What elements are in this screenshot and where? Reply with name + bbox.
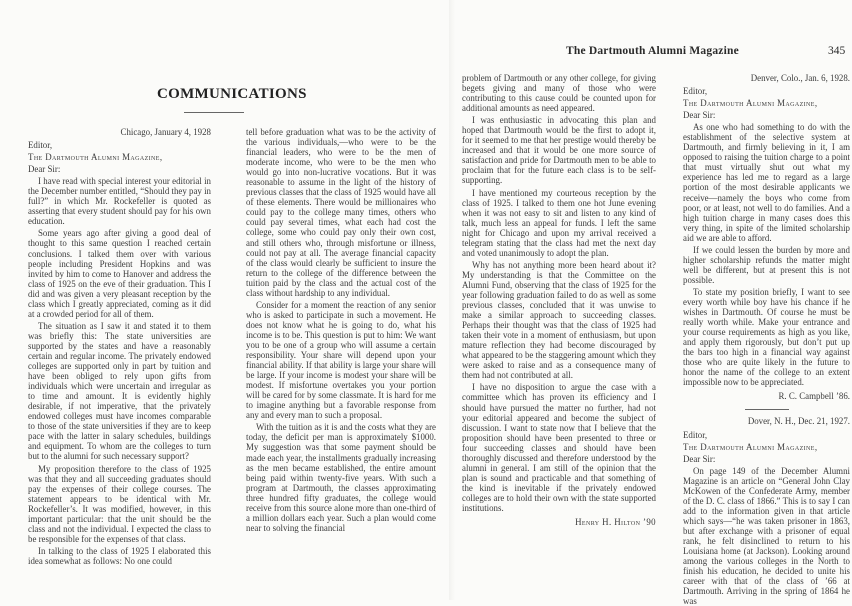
- letter-3-magazine: The Dartmouth Alumni Magazine,: [683, 441, 818, 452]
- letter-2-magazine: The Dartmouth Alumni Magazine,: [683, 98, 818, 109]
- letter-1-signature: Henry H. Hilton ’90: [575, 517, 656, 528]
- letter-2-paragraph: To state my position briefly, I want to see every worth while boy have his chance if he wishes in Dartmouth. Of course he must be really worth while. Make your entrance and your course requirements as high as you like, and apply them rigorously, but don’t put up the bars too high in a financial way against those who are quite likely in the future to honor the name of the college to an extent impossible now to be appreciated.: [683, 286, 850, 388]
- letter-2-editor: Editor,: [683, 86, 708, 97]
- section-title: COMMUNICATIONS: [157, 86, 307, 102]
- letter-1-paragraph: tell before graduation what was to be the activity of the various individuals,—who were to be the financial leaders, who were to be the men of moderate income, who were to be the men who would go into non-lucrative vocations. But it was reasonable to assume in the light of the history of previous classes that the class of 1925 would have all of these elements. There would be millionaires who could pay to the college many times, others who could pay several times, what each had cost the college, some who could pay only their own cost, and still others who, through misfortune or illness, could not pay at all. The average financial capacity of the class would clearly be sufficient to insure the return to the college of the difference between the tuition paid by the class and the actual cost of the class without hardship to any individual.: [246, 127, 436, 298]
- letter-3-dateline: Dover, N. H., Dec. 21, 1927.: [747, 416, 850, 427]
- right-page: [450, 0, 852, 606]
- letter-1-paragraph: problem of Dartmouth or any other college, for giving begets giving and many of those who were contributing to this cause could be counted upon for additional amounts as need appeared.: [462, 73, 656, 114]
- letter-3-paragraph: On page 149 of the December Alumni Magazine is an article on “General John Clay McKowen of the Confederate Army, member of the D. C. class of 1866.” This is to say I can add to the information given in that article which says—“he was taken prisoner in 1863, but after exchange with a prisoner of equal rank, he felt disinclined to return to his Louisiana home (at Jackson). Looking around among the various colleges in the North to finish his education, he decided to unite his career with that of the class of ’66 at Dartmouth. Arriving in the spring of 1864 he was: [683, 465, 850, 606]
- title-rule: [184, 112, 244, 113]
- letter-divider: [745, 409, 789, 410]
- letter-1-paragraph: I was enthusiastic in advocating this plan and hoped that Dartmouth would be the first to adopt it, for it seemed to me that her prestige would thereby be increased and that it would be one more source of satisfaction and pride for Dartmouth men to be able to proclaim that for the future each class is to be self-supporting.: [462, 115, 656, 186]
- letter-1-paragraph: In talking to the class of 1925 I elaborated this idea somewhat as follows: No one could: [28, 545, 211, 566]
- letter-1-paragraph: I have no disposition to argue the case with a committee which has proven its efficiency and I should have pursued the matter no further, had not your editorial appeared and become the subject of discussion. I want to state now that I believe that the proposition should have been presented to three or four succeeding classes and should have been thoroughly discussed and therefore understood by the alumni in general. I am still of the opinion that the plan is sound and practicable and that something of the kind is inevitable if the privately endowed colleges are to hold their own with the state supported institutions.: [462, 382, 656, 513]
- letter-1-paragraph: The situation as I saw it and stated it to them was briefly this: The state universities are supported by the states and have a reasonably certain and regular income. The privately endowed colleges are supported only in part by tuition and have been obliged to rely upon gifts from individuals which were uncertain and irregular as to time and amount. It is evidently highly desirable, if not imperative, that the privately endowed colleges must have incomes comparable to those of the state universities if they are to keep pace with the latter in salary schedules, buildings and equipment. To whom are the colleges to turn but to the alumni for such necessary support?: [28, 320, 211, 462]
- running-head: The Dartmouth Alumni Magazine: [566, 45, 739, 57]
- letter-1-salutation: Dear Sir:: [28, 164, 61, 175]
- column-2: [246, 127, 436, 533]
- letter-2-paragraph: If we could lessen the burden by more and higher scholarship refunds the matter might well be different, but at present this is not possible.: [683, 244, 850, 285]
- column-3: [462, 73, 656, 527]
- letter-3-salutation: Dear Sir:: [683, 453, 716, 464]
- letter-1-paragraph: I have mentioned my courteous reception by the class of 1925. I talked to them one hot June evening when it was not easy to sit and listen to any kind of talk, much less an appeal for funds. I left the same night for Chicago and upon my arrival received a telegram stating that the class had met the next day and voted unanimously to adopt the plan.: [462, 187, 656, 258]
- page-number: 345: [828, 45, 846, 57]
- letter-1-paragraph: My proposition therefore to the class of 1925 was that they and all succeeding graduates should pay the expenses of their college courses. The statement appears to be identical with Mr. Rockefeller’s. It was modified, however, in this important particular: that the unit should be the class and not the individual. I expected the class to be responsible for the expenses of that class.: [28, 463, 211, 544]
- letter-1-paragraph: Some years ago after giving a good deal of thought to this same question I reached certain conclusions. I talked them over with various people including President Hopkins and was invited by him to come to Hanover and address the class of 1925 on the eve of their graduation. This I did and was given a very pleasant reception by the class which I greatly appreciated, coming as it did at a crowded period for all of them.: [28, 228, 211, 319]
- letter-2-dateline: Denver, Colo., Jan. 6, 1928.: [750, 73, 850, 83]
- letter-3-editor: Editor,: [683, 429, 708, 440]
- letter-2-salutation: Dear Sir:: [683, 110, 716, 121]
- letter-1-paragraph: I have read with special interest your editorial in the December number entitled, “Should they pay in full?” in which Mr. Rockefeller is quoted as asserting that every student should pay for his own education.: [28, 176, 211, 227]
- letter-2-paragraph: As one who had something to do with the establishment of the selective system at Dartmouth, and firmly believing in it, I am opposed to raising the tuition charge to a point that must virtually shut out what my experience has led me to regard as a large portion of the most desirable applicants we receive—namely the boys who come from poor, or at least, not well to do families. And a high tuition charge in many cases does this very thing, in spite of the limited scholarship aid we are able to afford.: [683, 122, 850, 243]
- letter-1-editor: Editor,: [28, 140, 53, 151]
- column-4: [683, 73, 850, 606]
- column-1: [28, 127, 211, 566]
- letter-1-dateline: Chicago, January 4, 1928: [120, 127, 211, 137]
- letter-2-signature: R. C. Campbell ’86.: [778, 391, 850, 402]
- letter-1-magazine: The Dartmouth Alumni Magazine,: [28, 152, 163, 163]
- letter-1-paragraph: Why has not anything more been heard about it? My understanding is that the Committee on the Alumni Fund, observing that the class of 1925 for the year following graduation failed to do as well as some previous classes, concluded that it was unwise to make a similar approach to succeeding classes. Perhaps their thought was that the class of 1925 had taken their vote in a moment of enthusiasm, but upon mature reflection they had become discouraged by what appeared to be the staggering amount which they were asked to raise and as a consequence many of them had not contributed at all.: [462, 259, 656, 381]
- letter-1-paragraph: With the tuition as it is and the costs what they are today, the deficit per man is approximately $1000. My suggestion was that some payment should be made each year, the installments gradually increasing as the men became established, the entire amount being paid within twenty-five years. With such a program at Dartmouth, the classes approximating three hundred fifty graduates, the college would receive from this source alone more than one-third of a million dollars each year. Such a plan would come near to solving the financial: [246, 422, 436, 533]
- letter-1-paragraph: Consider for a moment the reaction of any senior who is asked to participate in such a movement. He does not know what he is going to do, what his income is to be. This question is put to him: We want you to be one of a group who will assume a certain responsibility. Your share will depend upon your financial ability. If that ability is large your share will be large. If your income is modest your share will be modest. If misfortune overtakes you your portion will be cared for by some classmate. It is hard for me to imagine anything but a favorable response from any and every man to such a proposal.: [246, 299, 436, 421]
